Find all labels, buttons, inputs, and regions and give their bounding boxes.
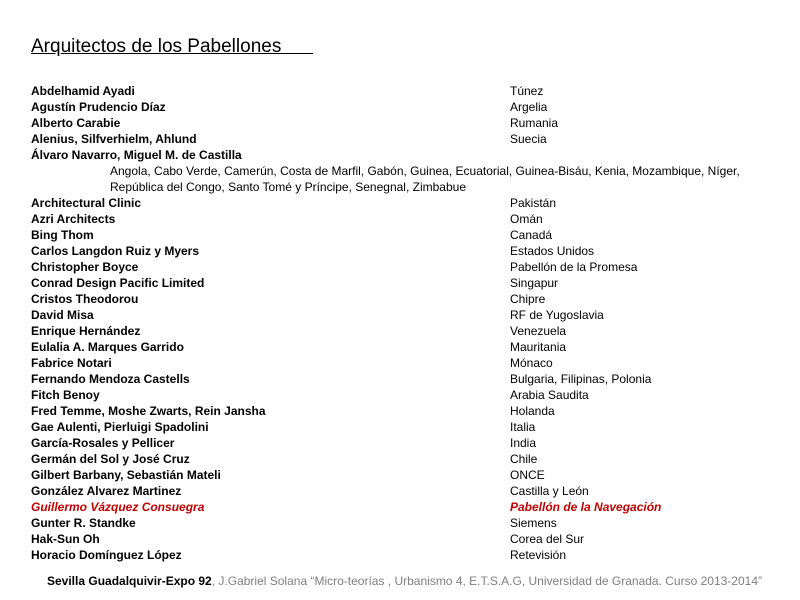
- list-item: [31, 211, 781, 227]
- pavilion-country: Singapur: [510, 276, 559, 290]
- architect-name: Cristos Theodorou: [31, 292, 139, 306]
- pavilion-country: Castilla y León: [510, 484, 589, 498]
- architect-name: Fabrice Notari: [31, 356, 112, 370]
- list-item: [31, 291, 781, 307]
- architect-name: Enrique Hernández: [31, 324, 141, 338]
- list-item: [31, 131, 781, 147]
- pavilion-country: Rumania: [510, 116, 559, 130]
- footer-credit: [47, 574, 762, 588]
- architect-name: Eulalia A. Marques Garrido: [31, 340, 184, 354]
- pavilion-country: Bulgaria, Filipinas, Polonia: [510, 372, 652, 386]
- architect-name: Azri Architects: [31, 212, 116, 226]
- pavilion-country: Venezuela: [510, 324, 567, 338]
- architect-name: Alenius, Silfverhielm, Ahlund: [31, 132, 197, 146]
- pavilion-country: Mónaco: [510, 356, 553, 370]
- architect-name: Conrad Design Pacific Limited: [31, 276, 205, 290]
- pavilion-country: Corea del Sur: [510, 532, 585, 546]
- pavilion-country: Suecia: [510, 132, 547, 146]
- architect-name: Alberto Carabie: [31, 116, 121, 130]
- architect-name: Agustín Prudencio Díaz: [31, 100, 166, 114]
- list-item: [31, 275, 781, 291]
- pavilion-country: Pabellón de la Promesa: [510, 260, 638, 274]
- architects-list: [31, 83, 781, 563]
- architect-name: Fernando Mendoza Castells: [31, 372, 190, 386]
- pavilion-country: India: [510, 436, 537, 450]
- architect-name: Horacio Domínguez López: [31, 548, 182, 562]
- architect-name: Abdelhamid Ayadi: [31, 84, 135, 98]
- architect-name: González Alvarez Martinez: [31, 484, 182, 498]
- list-item: [31, 195, 781, 211]
- pavilion-country: Italia: [510, 420, 536, 434]
- pavilion-country: Pakistán: [510, 196, 557, 210]
- pavilion-country: Canadá: [510, 228, 553, 242]
- pavilion-country: ONCE: [510, 468, 545, 482]
- pavilion-country: Chile: [510, 452, 538, 466]
- architect-name: Álvaro Navarro, Miguel M. de Castilla: [31, 148, 242, 162]
- list-item: [31, 323, 781, 339]
- list-item: [31, 531, 781, 547]
- pavilion-country: Retevisión: [510, 548, 567, 562]
- pavilion-country: Omán: [510, 212, 543, 226]
- pavilion-country: RF de Yugoslavia: [510, 308, 604, 322]
- architect-name: Gilbert Barbany, Sebastián Mateli: [31, 468, 221, 482]
- architect-name: Architectural Clinic: [31, 196, 142, 210]
- architect-name: Carlos Langdon Ruiz y Myers: [31, 244, 200, 258]
- list-item: [31, 115, 781, 131]
- list-item: [31, 355, 781, 371]
- pavilion-country: Argelia: [510, 100, 548, 114]
- pavilion-country: Pabellón de la Navegación: [510, 500, 662, 514]
- architect-name: Bing Thom: [31, 228, 94, 242]
- pavilion-country: Siemens: [510, 516, 557, 530]
- list-item: [31, 515, 781, 531]
- list-item: [31, 371, 781, 387]
- list-item: [31, 483, 781, 499]
- pavilion-country: Arabia Saudita: [510, 388, 589, 402]
- list-item: [31, 387, 781, 403]
- architect-name: García-Rosales y Pellicer: [31, 436, 175, 450]
- architect-name: Germán del Sol y José Cruz: [31, 452, 190, 466]
- pavilion-country: Holanda: [510, 404, 555, 418]
- footer-citation: , J.Gabriel Solana “Micro-teorías , Urbanismo 4, E.T.S.A.G, Universidad de Granada. Curso 2013-2014”: [211, 574, 762, 588]
- architect-name: Gae Aulenti, Pierluigi Spadolini: [31, 420, 209, 434]
- architect-name: Fitch Benoy: [31, 388, 100, 402]
- pavilion-country: Estados Unidos: [510, 244, 595, 258]
- pavilion-country: Túnez: [510, 84, 544, 98]
- list-item-highlighted: [31, 499, 781, 515]
- architect-name: Guillermo Vázquez Consuegra: [31, 500, 205, 514]
- architect-name: Fred Temme, Moshe Zwarts, Rein Jansha: [31, 404, 266, 418]
- list-item: [31, 403, 781, 419]
- list-item: [31, 467, 781, 483]
- list-item: [31, 419, 781, 435]
- list-item: [31, 147, 781, 195]
- architect-name: Christopher Boyce: [31, 260, 139, 274]
- list-item: [31, 307, 781, 323]
- footer-event-name: Sevilla Guadalquivir-Expo 92: [47, 574, 212, 588]
- architect-name: Hak-Sun Oh: [31, 532, 100, 546]
- pavilion-country: Chipre: [510, 292, 546, 306]
- list-item: [31, 243, 781, 259]
- list-item: [31, 227, 781, 243]
- list-item: [31, 259, 781, 275]
- architect-name: David Misa: [31, 308, 94, 322]
- list-item: [31, 83, 781, 99]
- list-item: [31, 547, 781, 563]
- architect-name: Gunter R. Standke: [31, 516, 136, 530]
- pavilion-country: Mauritania: [510, 340, 567, 354]
- list-item: [31, 435, 781, 451]
- pavilion-country: Angola, Cabo Verde, Camerún, Costa de Marfil, Gabón, Guinea, Ecuatorial, Guinea-Bisáu, Kenia, Mozambique, Níger, República del Congo, Santo Tomé y Príncipe, Senegnal, Zimbabue: [110, 164, 740, 194]
- list-item: [31, 99, 781, 115]
- list-item: [31, 339, 781, 355]
- page-title: Arquitectos de los Pabellones: [31, 36, 313, 57]
- list-item: [31, 451, 781, 467]
